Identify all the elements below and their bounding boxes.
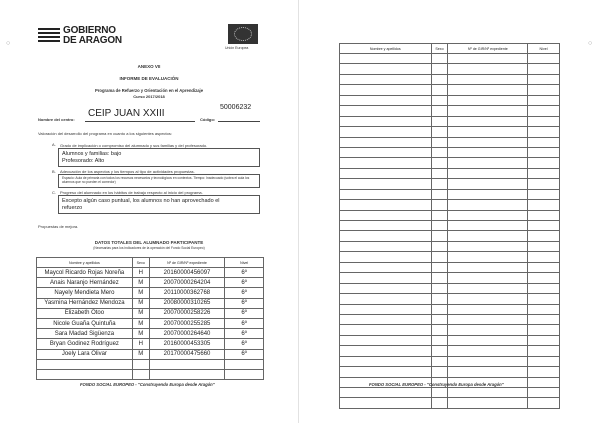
empty-cell — [448, 116, 528, 126]
student-level: 6º — [225, 329, 264, 339]
empty-cell — [431, 241, 448, 251]
program-title: Programa de Refuerzo y Orientación en el Aprendizaje — [94, 88, 204, 93]
empty-cell — [448, 314, 528, 324]
empty-cell — [340, 262, 432, 272]
center-label: Nombre del centro: — [38, 117, 75, 122]
empty-cell — [528, 367, 560, 377]
table-row — [37, 329, 264, 339]
report-title: INFORME DE EVALUACIÓN — [119, 76, 179, 81]
empty-cell — [340, 325, 432, 335]
section-c-answer-1: Excepto algún caso puntual, los alumnos no han aprovechado el — [62, 198, 220, 204]
header-gir: Nº de GIR/Nº expediente — [149, 258, 225, 268]
students-header-row — [37, 258, 264, 268]
student-level: 6º — [225, 278, 264, 288]
totals-subtitle: (Necesarias para los indicadores de la operación del Fondo Social Europeo) — [93, 246, 205, 250]
empty-cell — [431, 388, 448, 398]
empty-cell — [340, 304, 432, 314]
empty-cell — [431, 200, 448, 210]
empty-cell — [528, 346, 560, 356]
student-level — [225, 369, 264, 379]
empty-cell — [431, 231, 448, 241]
empty-cell — [340, 367, 432, 377]
empty-cell — [448, 127, 528, 137]
empty-cell — [431, 283, 448, 293]
eu-caption: Unión Europea — [225, 46, 249, 50]
section-b-title: Adecuación de los aspectos y los tiempos al tipo de actividades propuestas. — [60, 169, 195, 174]
empty-cell — [340, 241, 432, 251]
empty-cell — [448, 388, 528, 398]
course-label: Curso 2017/2018 — [133, 94, 165, 99]
empty-cell — [528, 95, 560, 105]
table-row — [37, 318, 264, 328]
empty-cell — [528, 85, 560, 95]
table-row — [340, 335, 560, 345]
empty-cell — [528, 231, 560, 241]
table-row — [340, 262, 560, 272]
empty-cell — [448, 241, 528, 251]
header-level: Nivel — [225, 258, 264, 268]
header-name: Nombre y apellidos — [340, 44, 432, 54]
empty-cell — [340, 252, 432, 262]
empty-cell — [340, 200, 432, 210]
footer-left: FONDO SOCIAL EUROPEO - "Construyendo Europa desde Aragón" — [80, 382, 215, 387]
table-row — [340, 304, 560, 314]
right-page — [299, 0, 600, 423]
empty-cell — [431, 189, 448, 199]
student-gir: 20170000475660 — [149, 349, 225, 359]
empty-cell — [431, 314, 448, 324]
table-row — [340, 325, 560, 335]
table-row — [340, 85, 560, 95]
student-name: Maycol Ricardo Rojas Noreña — [37, 268, 133, 278]
empty-cell — [340, 179, 432, 189]
table-row — [340, 189, 560, 199]
table-row — [340, 158, 560, 168]
empty-cell — [340, 189, 432, 199]
header-sex: Sexo — [431, 44, 448, 54]
section-c-title: Progreso del alumnado en los hábitos de trabajo respecto al inicio del programa. — [60, 190, 203, 195]
empty-cell — [528, 127, 560, 137]
empty-cell — [431, 273, 448, 283]
section-b-hint: Espacio: Aula de primaria con todos los recursos necesarios y tecnológicos en contextos. Tiempo: Inadecuado (sobra el aula los alumnos que no pueden el comedor) — [62, 176, 250, 184]
table-row — [340, 54, 560, 64]
empty-cell — [340, 95, 432, 105]
empty-cell — [528, 210, 560, 220]
table-row — [340, 221, 560, 231]
section-a-answer-2: Profesorado: Alto — [62, 158, 105, 164]
empty-cell — [340, 335, 432, 345]
empty-cell — [340, 273, 432, 283]
table-row — [340, 398, 560, 408]
section-a-answer-1: Alumnos y familias: bajo — [62, 151, 122, 157]
empty-cell — [340, 147, 432, 157]
empty-cell — [431, 168, 448, 178]
empty-cell — [431, 262, 448, 272]
student-level: 6º — [225, 339, 264, 349]
student-name: Bryan Godinez Rodríguez — [37, 339, 133, 349]
section-a-title: Grado de implicación o compromiso del alumnado y sus familias y del profesorado. — [60, 143, 208, 148]
student-name: Anais Naranjo Hernández — [37, 278, 133, 288]
empty-cell — [340, 74, 432, 84]
empty-cell — [528, 137, 560, 147]
empty-cell — [431, 54, 448, 64]
empty-cell — [528, 325, 560, 335]
empty-cell — [431, 147, 448, 157]
empty-cell — [431, 346, 448, 356]
empty-cell — [528, 398, 560, 408]
student-gir: 20160000453305 — [149, 339, 225, 349]
empty-cell — [528, 106, 560, 116]
table-row — [37, 359, 264, 369]
empty-cell — [448, 346, 528, 356]
header-sex: Sexo — [132, 258, 149, 268]
table-row — [37, 268, 264, 278]
empty-cell — [431, 95, 448, 105]
empty-cell — [448, 335, 528, 345]
gobierno-aragon-logo — [38, 26, 138, 48]
empty-cell — [528, 273, 560, 283]
empty-cell — [340, 116, 432, 126]
code-value: 50006232 — [220, 104, 252, 111]
empty-cell — [431, 252, 448, 262]
empty-cell — [528, 283, 560, 293]
empty-cell — [528, 262, 560, 272]
logo-line-2: DE ARAGON — [63, 35, 122, 46]
empty-cell — [340, 388, 432, 398]
empty-cell — [448, 189, 528, 199]
student-sex — [132, 369, 149, 379]
empty-cell — [448, 262, 528, 272]
empty-cell — [528, 64, 560, 74]
empty-cell — [528, 54, 560, 64]
empty-cell — [431, 367, 448, 377]
table-row — [340, 283, 560, 293]
student-sex: M — [132, 298, 149, 308]
table-row — [340, 314, 560, 324]
table-row — [340, 168, 560, 178]
proposals-label: Propuestas de mejora. — [38, 224, 79, 229]
student-sex: M — [132, 318, 149, 328]
empty-cell — [528, 356, 560, 366]
empty-cell — [448, 158, 528, 168]
student-level: 6º — [225, 298, 264, 308]
student-sex: M — [132, 349, 149, 359]
aragon-flag-icon — [38, 28, 60, 44]
empty-cell — [431, 85, 448, 95]
code-label: Código: — [200, 117, 216, 122]
empty-cell — [528, 221, 560, 231]
table-row — [37, 288, 264, 298]
empty-cell — [431, 137, 448, 147]
empty-cell — [528, 189, 560, 199]
student-sex: M — [132, 308, 149, 318]
empty-cell — [448, 231, 528, 241]
empty-cell — [340, 158, 432, 168]
section-a-letter: A. — [52, 142, 56, 147]
logo-line-1: GOBIERNO — [63, 25, 116, 36]
student-level: 6º — [225, 268, 264, 278]
empty-cell — [448, 200, 528, 210]
eu-flag-icon — [228, 24, 258, 44]
student-name: Nicole Guaña Quintuña — [37, 318, 133, 328]
empty-cell — [340, 54, 432, 64]
empty-cell — [448, 294, 528, 304]
punch-hole-icon: ○ — [588, 40, 593, 47]
student-gir: 20070000264640 — [149, 329, 225, 339]
empty-cell — [448, 54, 528, 64]
footer-right: FONDO SOCIAL EUROPEO - "Construyendo Europa desde Aragón" — [369, 382, 504, 387]
student-gir — [149, 369, 225, 379]
student-level: 6º — [225, 308, 264, 318]
table-row — [340, 367, 560, 377]
center-underline — [85, 121, 195, 122]
table-row — [340, 388, 560, 398]
student-name: Elizabeth Otoo — [37, 308, 133, 318]
table-row — [340, 231, 560, 241]
empty-cell — [431, 74, 448, 84]
empty-cell — [340, 137, 432, 147]
empty-cell — [448, 179, 528, 189]
table-row — [340, 64, 560, 74]
empty-cell — [528, 168, 560, 178]
table-row — [340, 106, 560, 116]
empty-cell — [340, 210, 432, 220]
empty-cell — [448, 221, 528, 231]
empty-cell — [431, 64, 448, 74]
empty-cell — [448, 252, 528, 262]
section-c-answer-2: refuerzo — [62, 205, 83, 211]
table-row — [340, 147, 560, 157]
student-sex: M — [132, 278, 149, 288]
empty-cell — [431, 210, 448, 220]
empty-cell — [431, 325, 448, 335]
empty-cell — [340, 168, 432, 178]
empty-cell — [528, 74, 560, 84]
student-name: Yasmina Hernández Mendoza — [37, 298, 133, 308]
header-name: Nombre y apellidos — [37, 258, 133, 268]
table-row — [340, 200, 560, 210]
empty-cell — [431, 221, 448, 231]
empty-cell — [448, 95, 528, 105]
section-b-letter: B. — [52, 169, 56, 174]
empty-cell — [340, 221, 432, 231]
student-sex: H — [132, 268, 149, 278]
table-row — [37, 349, 264, 359]
empty-cell — [528, 294, 560, 304]
student-gir: 20070000255285 — [149, 318, 225, 328]
table-row — [340, 241, 560, 251]
empty-cell — [528, 335, 560, 345]
student-name — [37, 359, 133, 369]
empty-cell — [340, 346, 432, 356]
empty-cell — [448, 283, 528, 293]
table-row — [340, 127, 560, 137]
center-name: CEIP JUAN XXIII — [88, 108, 165, 119]
table-row — [37, 298, 264, 308]
table-row — [340, 210, 560, 220]
table-row — [37, 278, 264, 288]
empty-cell — [431, 127, 448, 137]
table-row — [340, 252, 560, 262]
section-b-box — [58, 174, 260, 188]
table-row — [340, 356, 560, 366]
student-gir: 20080000310265 — [149, 298, 225, 308]
empty-cell — [448, 168, 528, 178]
table-row — [37, 369, 264, 379]
empty-cell — [448, 210, 528, 220]
student-sex: H — [132, 339, 149, 349]
empty-cell — [431, 294, 448, 304]
student-level — [225, 359, 264, 369]
header-level: Nivel — [528, 44, 560, 54]
empty-cell — [340, 231, 432, 241]
annex-label: ANEXO VII — [137, 64, 161, 69]
empty-cell — [528, 147, 560, 157]
empty-cell — [431, 356, 448, 366]
left-page — [0, 0, 299, 423]
table-row — [37, 339, 264, 349]
students-table — [36, 257, 264, 380]
student-level: 6º — [225, 318, 264, 328]
empty-cell — [340, 64, 432, 74]
empty-cell — [431, 179, 448, 189]
empty-cell — [431, 106, 448, 116]
empty-cell — [528, 179, 560, 189]
student-sex — [132, 359, 149, 369]
empty-cell — [528, 116, 560, 126]
student-name — [37, 369, 133, 379]
empty-cell — [340, 283, 432, 293]
student-gir — [149, 359, 225, 369]
empty-cell — [448, 85, 528, 95]
section-c-letter: C. — [52, 190, 56, 195]
student-sex: M — [132, 288, 149, 298]
empty-cell — [340, 106, 432, 116]
table-row — [340, 137, 560, 147]
header-gir: Nº de GIR/Nº expediente — [448, 44, 528, 54]
empty-cell — [528, 377, 560, 387]
empty-cell — [448, 74, 528, 84]
student-name: Joely Lara Olivar — [37, 349, 133, 359]
empty-cell — [528, 200, 560, 210]
table-row — [37, 308, 264, 318]
punch-hole-icon: ○ — [6, 40, 11, 47]
empty-cell — [528, 388, 560, 398]
empty-cell — [448, 64, 528, 74]
empty-cell — [340, 127, 432, 137]
totals-title: DATOS TOTALES DEL ALUMNADO PARTICIPANTE — [94, 240, 204, 245]
empty-cell — [431, 398, 448, 408]
empty-cell — [448, 147, 528, 157]
empty-cell — [431, 304, 448, 314]
student-gir: 20070000258226 — [149, 308, 225, 318]
table-row — [340, 346, 560, 356]
table-row — [340, 95, 560, 105]
empty-cell — [431, 335, 448, 345]
continuation-table — [339, 43, 560, 409]
empty-cell — [340, 314, 432, 324]
empty-cell — [448, 273, 528, 283]
table-row — [340, 74, 560, 84]
student-gir: 20160000456097 — [149, 268, 225, 278]
empty-cell — [448, 106, 528, 116]
table-row — [340, 116, 560, 126]
table-row — [340, 273, 560, 283]
empty-cell — [340, 356, 432, 366]
student-sex: M — [132, 329, 149, 339]
empty-cell — [528, 304, 560, 314]
student-gir: 20110000362768 — [149, 288, 225, 298]
empty-cell — [528, 252, 560, 262]
student-level: 6º — [225, 288, 264, 298]
empty-cell — [431, 158, 448, 168]
continuation-header-row — [340, 44, 560, 54]
empty-cell — [340, 398, 432, 408]
section-a-box — [58, 148, 260, 167]
empty-cell — [448, 398, 528, 408]
table-row — [340, 179, 560, 189]
empty-cell — [340, 294, 432, 304]
empty-cell — [431, 116, 448, 126]
empty-cell — [448, 304, 528, 314]
student-name: Sara Madad Sigüenza — [37, 329, 133, 339]
student-gir: 20070000264204 — [149, 278, 225, 288]
code-underline — [218, 121, 260, 122]
empty-cell — [448, 367, 528, 377]
student-level: 6º — [225, 349, 264, 359]
student-name: Nayely Mendieta Mero — [37, 288, 133, 298]
table-row — [340, 294, 560, 304]
empty-cell — [528, 241, 560, 251]
empty-cell — [528, 158, 560, 168]
section-c-box — [58, 195, 260, 214]
valuation-intro: Valoración del desarrollo del programa en cuanto a los siguientes aspectos: — [38, 131, 173, 136]
empty-cell — [528, 314, 560, 324]
empty-cell — [448, 325, 528, 335]
empty-cell — [340, 85, 432, 95]
empty-cell — [448, 137, 528, 147]
empty-cell — [448, 356, 528, 366]
